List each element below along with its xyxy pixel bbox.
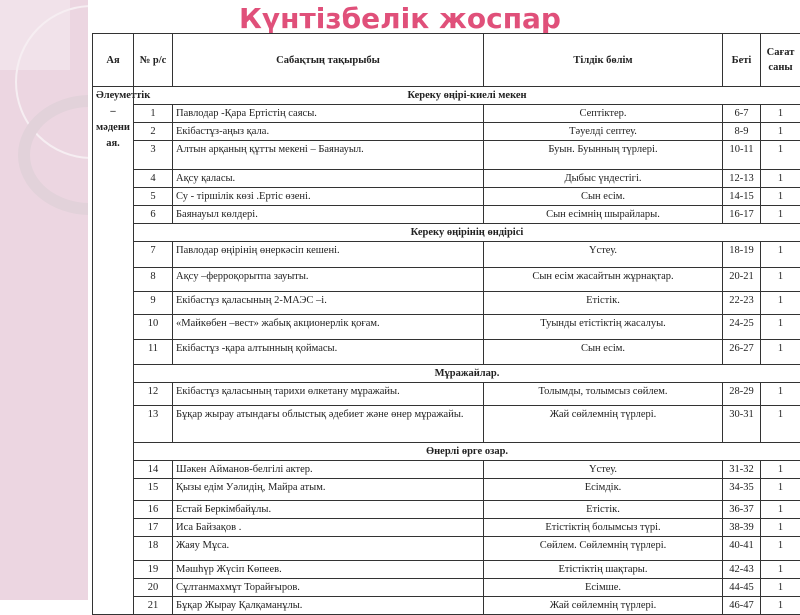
lesson-topic: Бұқар Жырау Қалқаманұлы. (173, 597, 484, 615)
pages: 12-13 (723, 170, 761, 188)
lesson-topic: Екібастұз қаласының 2-МАЭС –і. (173, 292, 484, 315)
lesson-topic: Баянауыл көлдері. (173, 206, 484, 224)
section-row (93, 365, 800, 383)
pages: 36-37 (723, 501, 761, 519)
hours: 1 (761, 561, 800, 579)
table-row (93, 188, 800, 206)
row-number: 7 (134, 242, 173, 268)
hours: 1 (761, 292, 800, 315)
decorative-sidebar (0, 0, 88, 600)
hours: 1 (761, 105, 800, 123)
lesson-topic: Алтын арқаның құтты мекені – Баянауыл. (173, 141, 484, 170)
pages: 38-39 (723, 519, 761, 537)
lesson-topic: Ақсу қаласы. (173, 170, 484, 188)
pages: 28-29 (723, 383, 761, 406)
lesson-topic: Павлодар -Қара Ертістің саясы. (173, 105, 484, 123)
pages: 34-35 (723, 479, 761, 501)
section-title: Өнерлі өрге озар. (134, 443, 800, 461)
row-number: 12 (134, 383, 173, 406)
language-section: Етістіктің болымсыз түрі. (484, 519, 723, 537)
pages: 20-21 (723, 268, 761, 292)
row-number: 21 (134, 597, 173, 615)
language-section: Септіктер. (484, 105, 723, 123)
lesson-topic: Иса Байзақов . (173, 519, 484, 537)
section-row (93, 443, 800, 461)
pages: 42-43 (723, 561, 761, 579)
pages: 18-19 (723, 242, 761, 268)
hours: 1 (761, 519, 800, 537)
section-title: Мұражайлар. (134, 365, 800, 383)
language-section: Үстеу. (484, 242, 723, 268)
hours: 1 (761, 501, 800, 519)
table-row (93, 461, 800, 479)
header-pages: Беті (723, 34, 761, 87)
hours: 1 (761, 141, 800, 170)
lesson-topic: Сұлтанмахмұт Торайғыров. (173, 579, 484, 597)
pages: 8-9 (723, 123, 761, 141)
language-section: Тәуелді септеу. (484, 123, 723, 141)
row-number: 10 (134, 315, 173, 340)
language-section: Есімдік. (484, 479, 723, 501)
aya-cell: Әлеуметтік – мәдени ая. (93, 87, 134, 615)
header-lang: Тілдік бөлім (484, 34, 723, 87)
row-number: 2 (134, 123, 173, 141)
row-number: 14 (134, 461, 173, 479)
page-title: Күнтізбелік жоспар (0, 2, 800, 35)
pages: 24-25 (723, 315, 761, 340)
hours: 1 (761, 188, 800, 206)
table-row (93, 141, 800, 170)
table-row (93, 561, 800, 579)
hours: 1 (761, 597, 800, 615)
hours: 1 (761, 579, 800, 597)
schedule-table (92, 33, 800, 615)
table-row (93, 315, 800, 340)
header-num: № р/с (134, 34, 173, 87)
hours: 1 (761, 461, 800, 479)
lesson-topic: Ақсу –ферроқорытпа зауыты. (173, 268, 484, 292)
table-row (93, 242, 800, 268)
row-number: 9 (134, 292, 173, 315)
pages: 6-7 (723, 105, 761, 123)
pages: 31-32 (723, 461, 761, 479)
row-number: 13 (134, 406, 173, 443)
row-number: 3 (134, 141, 173, 170)
section-title: Кереку өңірі-киелі мекен (134, 87, 800, 105)
table-row (93, 383, 800, 406)
language-section: Есімше. (484, 579, 723, 597)
row-number: 1 (134, 105, 173, 123)
section-row (93, 224, 800, 242)
lesson-topic: Мәшһүр Жүсіп Көпеев. (173, 561, 484, 579)
header-hours: Сағат саны (761, 34, 800, 87)
lesson-topic: Жаяу Мұса. (173, 537, 484, 561)
lesson-topic: Екібастұз-аңыз қала. (173, 123, 484, 141)
pages: 14-15 (723, 188, 761, 206)
language-section: Сөйлем. Сөйлемнің түрлері. (484, 537, 723, 561)
row-number: 5 (134, 188, 173, 206)
row-number: 19 (134, 561, 173, 579)
table-row (93, 292, 800, 315)
language-section: Туынды етістіктің жасалуы. (484, 315, 723, 340)
language-section: Дыбыс үндестігі. (484, 170, 723, 188)
table-row (93, 206, 800, 224)
table-row (93, 268, 800, 292)
lesson-topic: Естай Беркімбайұлы. (173, 501, 484, 519)
table-row (93, 597, 800, 615)
pages: 16-17 (723, 206, 761, 224)
lesson-topic: «Майкөбен –вест» жабық акционерлік қоғам. (173, 315, 484, 340)
table-row (93, 479, 800, 501)
hours: 1 (761, 170, 800, 188)
table-row (93, 340, 800, 365)
section-row (93, 87, 800, 105)
hours: 1 (761, 123, 800, 141)
row-number: 17 (134, 519, 173, 537)
header-aya: Ая (93, 34, 134, 87)
hours: 1 (761, 206, 800, 224)
language-section: Сын есім жасайтын жұрнақтар. (484, 268, 723, 292)
pages: 46-47 (723, 597, 761, 615)
language-section: Етістіктің шақтары. (484, 561, 723, 579)
pages: 44-45 (723, 579, 761, 597)
section-title: Кереку өңірінің өндірісі (134, 224, 800, 242)
hours: 1 (761, 406, 800, 443)
hours: 1 (761, 479, 800, 501)
table-row (93, 501, 800, 519)
row-number: 20 (134, 579, 173, 597)
table-row (93, 519, 800, 537)
lesson-topic: Екібастұз қаласының тарихи өлкетану мұражайы. (173, 383, 484, 406)
language-section: Сын есімнің шырайлары. (484, 206, 723, 224)
pages: 40-41 (723, 537, 761, 561)
row-number: 15 (134, 479, 173, 501)
hours: 1 (761, 315, 800, 340)
language-section: Толымды, толымсыз сөйлем. (484, 383, 723, 406)
language-section: Сын есім. (484, 340, 723, 365)
language-section: Етістік. (484, 292, 723, 315)
hours: 1 (761, 383, 800, 406)
language-section: Жай сөйлемнің түрлері. (484, 406, 723, 443)
language-section: Етістік. (484, 501, 723, 519)
lesson-topic: Қызы едім Уәлидің, Майра атым. (173, 479, 484, 501)
language-section: Үстеу. (484, 461, 723, 479)
pages: 30-31 (723, 406, 761, 443)
row-number: 4 (134, 170, 173, 188)
language-section: Буын. Буынның түрлері. (484, 141, 723, 170)
pages: 26-27 (723, 340, 761, 365)
table-row (93, 537, 800, 561)
lesson-topic: Су - тіршілік көзі .Ертіс өзені. (173, 188, 484, 206)
row-number: 18 (134, 537, 173, 561)
header-topic: Сабақтың тақырыбы (173, 34, 484, 87)
hours: 1 (761, 242, 800, 268)
table-row (93, 123, 800, 141)
language-section: Сын есім. (484, 188, 723, 206)
row-number: 8 (134, 268, 173, 292)
table-row (93, 579, 800, 597)
language-section: Жай сөйлемнің түрлері. (484, 597, 723, 615)
row-number: 6 (134, 206, 173, 224)
lesson-topic: Павлодар өңірінің өнеркәсіп кешені. (173, 242, 484, 268)
lesson-topic: Шәкен Айманов-белгілі актер. (173, 461, 484, 479)
row-number: 16 (134, 501, 173, 519)
hours: 1 (761, 537, 800, 561)
row-number: 11 (134, 340, 173, 365)
table-row (93, 406, 800, 443)
table-row (93, 105, 800, 123)
lesson-topic: Бұқар жырау атындағы облыстық әдебиет және өнер мұражайы. (173, 406, 484, 443)
hours: 1 (761, 340, 800, 365)
table-row (93, 170, 800, 188)
pages: 10-11 (723, 141, 761, 170)
pages: 22-23 (723, 292, 761, 315)
hours: 1 (761, 268, 800, 292)
lesson-topic: Екібастұз -қара алтынның қоймасы. (173, 340, 484, 365)
